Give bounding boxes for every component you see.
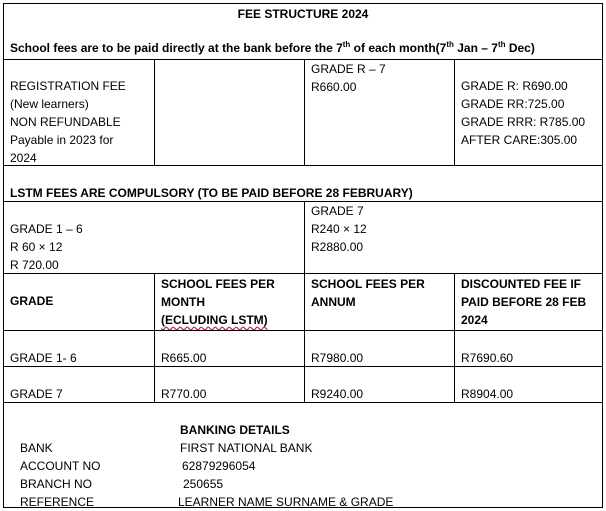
account-no-label: ACCOUNT NO — [20, 459, 101, 473]
reference-value: LEARNER NAME SURNAME & GRADE — [178, 495, 394, 509]
fees-table-header — [4, 273, 602, 331]
branch-no-value: 250655 — [183, 477, 224, 491]
lstm-heading-row — [4, 165, 602, 202]
branch-no-label: BRANCH NO — [20, 477, 93, 491]
account-no-value: 62879296054 — [182, 459, 256, 473]
grade-r7-label: GRADE R – 7 — [311, 62, 386, 76]
lstm-grade-1-6-calc: R 60 × 12 — [10, 240, 63, 254]
row-monthly-fee: R665.00 — [154, 331, 304, 367]
row-annual-fee: R7980.00 — [304, 331, 454, 367]
payment-notice: School fees are to be paid directly at the bank before the 7th of each month(7th Jan – 7th Dec) — [10, 40, 535, 55]
reference-label: REFERENCE — [20, 495, 95, 509]
registration-row — [4, 59, 602, 166]
table-row — [4, 366, 602, 403]
header-fees-per-month: SCHOOL FEES PER MONTH (ECLUDING LSTM) — [154, 274, 304, 331]
lstm-grade-7-label: GRADE 7 — [311, 204, 364, 218]
lstm-fees-row — [4, 201, 602, 274]
row-monthly-fee: R770.00 — [154, 367, 304, 403]
registration-note: (New learners) — [10, 97, 89, 111]
grade-r-cell — [454, 60, 602, 166]
grade-rrr-fee: GRADE RRR: R785.00 — [461, 115, 586, 129]
header-discounted-fee: DISCOUNTED FEE IF PAID BEFORE 28 FEB 2024 — [454, 274, 602, 331]
banking-heading: BANKING DETAILS — [180, 423, 290, 437]
title-row — [4, 4, 602, 59]
registration-year: 2024 — [10, 151, 37, 165]
lstm-heading: LSTM FEES ARE COMPULSORY (TO BE PAID BEFORE 28 FEBRUARY) — [10, 186, 413, 200]
lstm-grade-1-6-cell — [4, 202, 304, 274]
banking-details-section — [4, 402, 602, 507]
fee-structure-document — [3, 3, 603, 508]
bank-value: FIRST NATIONAL BANK — [180, 441, 313, 455]
row-discounted-fee: R8904.00 — [454, 367, 602, 403]
grade-r-fee: GRADE R: R690.00 — [461, 79, 568, 93]
lstm-grade-7-cell — [304, 202, 602, 274]
table-row — [4, 330, 602, 367]
header-grade: GRADE — [10, 294, 54, 308]
document-title: FEE STRUCTURE 2024 — [237, 7, 369, 21]
row-grade: GRADE 7 — [10, 387, 63, 401]
after-care-fee: AFTER CARE:305.00 — [461, 133, 578, 147]
header-fees-per-annum: SCHOOL FEES PER ANNUM — [304, 274, 454, 331]
lstm-grade-7-total: R2880.00 — [311, 240, 364, 254]
registration-refund-note: NON REFUNDABLE — [10, 115, 121, 129]
grade-r7-amount: R660.00 — [311, 80, 357, 94]
grade-r7-cell — [304, 60, 454, 166]
row-discounted-fee: R7690.60 — [454, 331, 602, 367]
row-grade: GRADE 1- 6 — [10, 351, 77, 365]
registration-empty-cell — [154, 60, 304, 166]
registration-label: REGISTRATION FEE — [10, 79, 126, 93]
lstm-grade-7-calc: R240 × 12 — [311, 222, 367, 236]
row-annual-fee: R9240.00 — [304, 367, 454, 403]
grade-rr-fee: GRADE RR:725.00 — [461, 97, 565, 111]
lstm-grade-1-6-label: GRADE 1 – 6 — [10, 222, 83, 236]
registration-fee-cell — [4, 60, 154, 166]
registration-payable-note: Payable in 2023 for — [10, 133, 114, 147]
bank-label: BANK — [20, 441, 53, 455]
lstm-grade-1-6-total: R 720.00 — [10, 258, 59, 272]
